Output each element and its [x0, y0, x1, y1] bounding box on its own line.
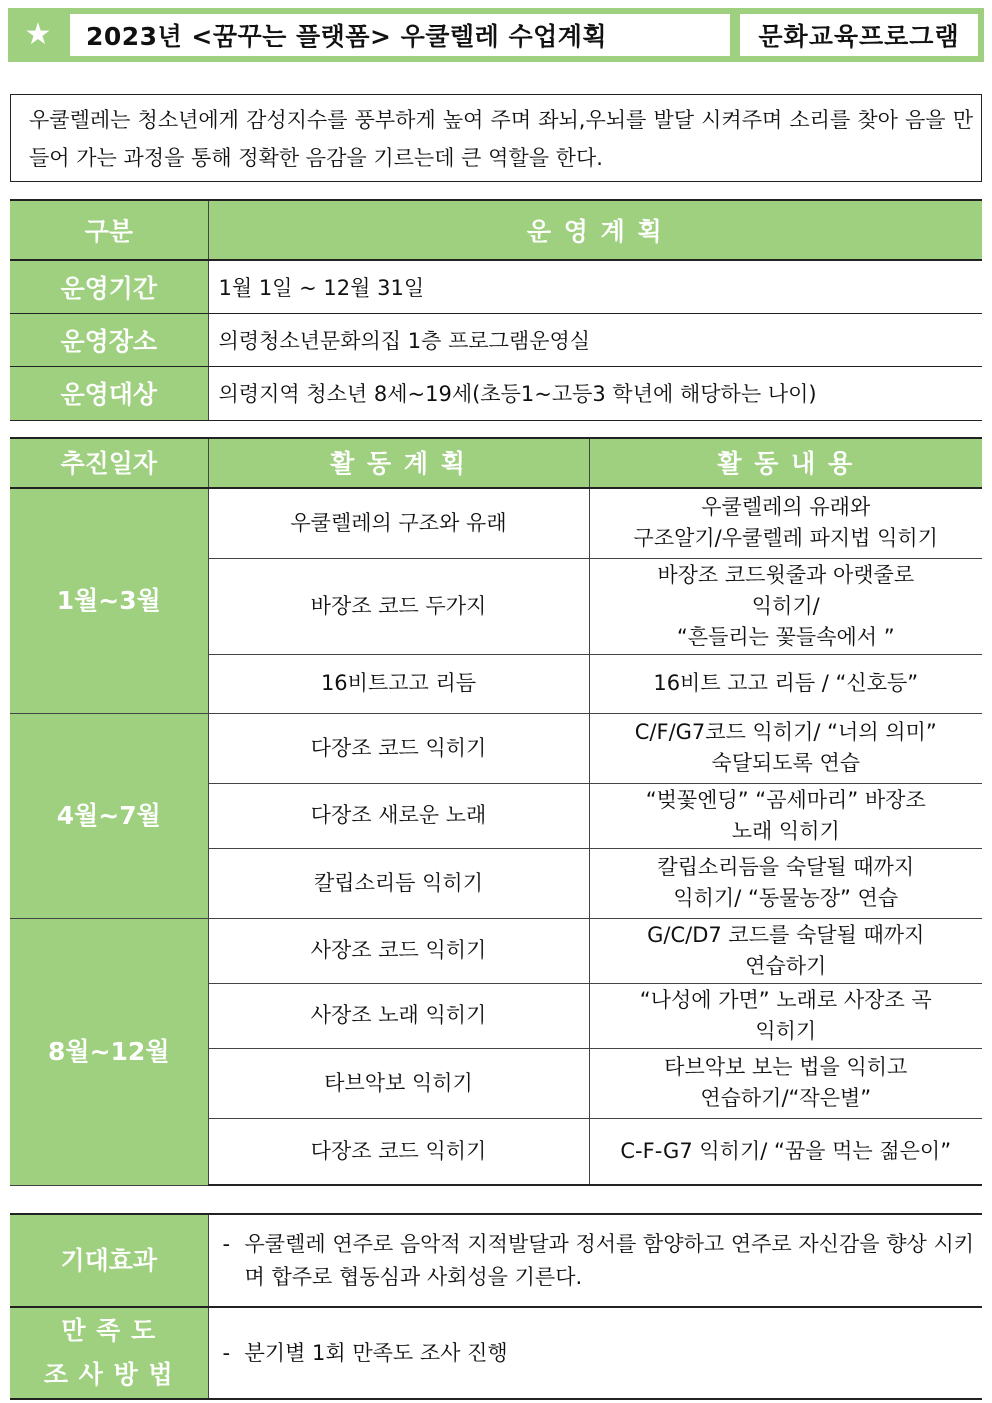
- period-cell: 1월~3월: [10, 488, 208, 713]
- content-line: 바장조 코드윗줄과 아랫줄로: [657, 562, 915, 587]
- effects-row-expected: [10, 1214, 982, 1307]
- content-line: 익히기/ “동물농장” 연습: [673, 886, 899, 910]
- content-line: “흔들리는 꽃들속에서 ”: [676, 624, 895, 649]
- content-line: 연습하기: [745, 953, 827, 978]
- activity-cell: 칼립소리듬 익히기: [208, 848, 589, 918]
- content-cell: [589, 1118, 982, 1185]
- info-header-plan: 운 영 계 획: [208, 200, 982, 260]
- content-cell: [589, 713, 982, 783]
- page-title: 2023년 <꿈꾸는 플랫폼> 우쿨렐레 수업계획: [70, 14, 730, 56]
- content-line: 우쿨렐레의 유래와: [701, 495, 871, 520]
- plan-header-activity: 활 동 계 획: [208, 438, 589, 488]
- plan-header-date: 추진일자: [10, 438, 208, 488]
- activity-cell: 다장조 코드 익히기: [208, 1118, 589, 1185]
- activity-cell: 우쿨렐레의 구조와 유래: [208, 488, 589, 558]
- content-line: 숙달되도록 연습: [711, 751, 861, 775]
- content-line: C-F-G7 익히기/ “꿈을 먹는 젊은이”: [620, 1138, 952, 1163]
- bullet-dash: -: [222, 1340, 231, 1365]
- intro-text: 우쿨렐레는 청소년에게 감성지수를 풍부하게 높여 주며 좌뇌,우뇌를 발달 시켜주며 소리를 찾아 음을 만들어 가는 과정을 통해 정확한 음감을 기르는데 큰 역할을 한다.: [10, 94, 982, 182]
- content-cell: [589, 1048, 982, 1118]
- content-cell: [589, 558, 982, 654]
- activity-cell: 16비트고고 리듬: [208, 654, 589, 713]
- effects-table: [10, 1213, 982, 1400]
- content-cell: [589, 488, 982, 558]
- content-cell: [589, 848, 982, 918]
- table-row: [10, 713, 982, 783]
- content-line: “벚꽃엔딩” “곰세마리” 바장조: [645, 787, 926, 812]
- info-label-period: 운영기간: [10, 260, 208, 313]
- content-cell: [589, 654, 982, 713]
- content-line: 구조알기/우쿨렐레 파지법 익히기: [633, 526, 938, 551]
- info-label-location: 운영장소: [10, 313, 208, 366]
- info-row-target: [10, 366, 982, 420]
- info-label-target: 운영대상: [10, 366, 208, 420]
- program-label: 문화교육프로그램: [740, 14, 978, 56]
- plan-header-row: [10, 438, 982, 488]
- content-line: 타브악보 보는 법을 익히고: [664, 1055, 908, 1079]
- activity-cell: 사장조 노래 익히기: [208, 983, 589, 1048]
- info-header-row: [10, 200, 982, 260]
- info-value-location: 의령청소년문화의집 1층 프로그램운영실: [208, 313, 982, 366]
- effects-value-expected: [208, 1214, 982, 1307]
- content-cell: [589, 983, 982, 1048]
- effects-row-survey: [10, 1307, 982, 1399]
- effects-value-survey: [208, 1307, 982, 1399]
- content-line: G/C/D7 코드를 숙달될 때까지: [647, 922, 925, 947]
- label-line: 기대효과: [60, 1245, 158, 1275]
- content-cell: [589, 783, 982, 848]
- activity-cell: 다장조 새로운 노래: [208, 783, 589, 848]
- info-value-target: 의령지역 청소년 8세~19세(초등1~고등3 학년에 해당하는 나이): [208, 366, 982, 420]
- effects-text: 분기별 1회 만족도 조사 진행: [244, 1340, 508, 1365]
- content-line: C/F/G7코드 익히기/ “너의 의미”: [634, 720, 937, 744]
- content-line: 노래 익히기: [731, 818, 840, 843]
- activity-cell: 사장조 코드 익히기: [208, 918, 589, 983]
- table-row: [10, 918, 982, 983]
- effects-label-survey: [10, 1307, 208, 1399]
- label-line: 조 사 방 법: [43, 1360, 174, 1389]
- info-row-location: [10, 313, 982, 366]
- effects-text: 우쿨렐레 연주로 음악적 지적발달과 정서를 함양하고 연주로 자신감을 향상 시키며 합주로 협동심과 사회성을 기른다.: [244, 1231, 975, 1289]
- period-cell: 8월~12월: [10, 918, 208, 1185]
- label-line: 만 족 도: [61, 1316, 157, 1345]
- info-value-period: 1월 1일 ~ 12월 31일: [208, 260, 982, 313]
- period-cell: 4월~7월: [10, 713, 208, 918]
- content-line: 익히기/: [751, 593, 820, 618]
- star-icon: ★: [24, 17, 52, 52]
- activity-cell: 다장조 코드 익히기: [208, 713, 589, 783]
- content-cell: [589, 918, 982, 983]
- effects-label-expected: [10, 1214, 208, 1307]
- bullet-dash: -: [222, 1231, 231, 1256]
- info-row-period: [10, 260, 982, 313]
- content-line: 16비트 고고 리듬 / “신호등”: [653, 671, 919, 695]
- activity-cell: 바장조 코드 두가지: [208, 558, 589, 654]
- plan-table: [10, 437, 982, 1186]
- content-line: “나성에 가면” 노래로 사장조 곡: [639, 987, 932, 1012]
- content-line: 익히기: [755, 1018, 817, 1043]
- table-row: [10, 488, 982, 558]
- activity-cell: 타브악보 익히기: [208, 1048, 589, 1118]
- info-header-category: 구분: [10, 200, 208, 260]
- plan-header-content: 활 동 내 용: [589, 438, 982, 488]
- content-line: 칼립소리듬을 숙달될 때까지: [657, 855, 915, 879]
- info-table: [10, 199, 982, 421]
- content-line: 연습하기/“작은별”: [700, 1086, 872, 1110]
